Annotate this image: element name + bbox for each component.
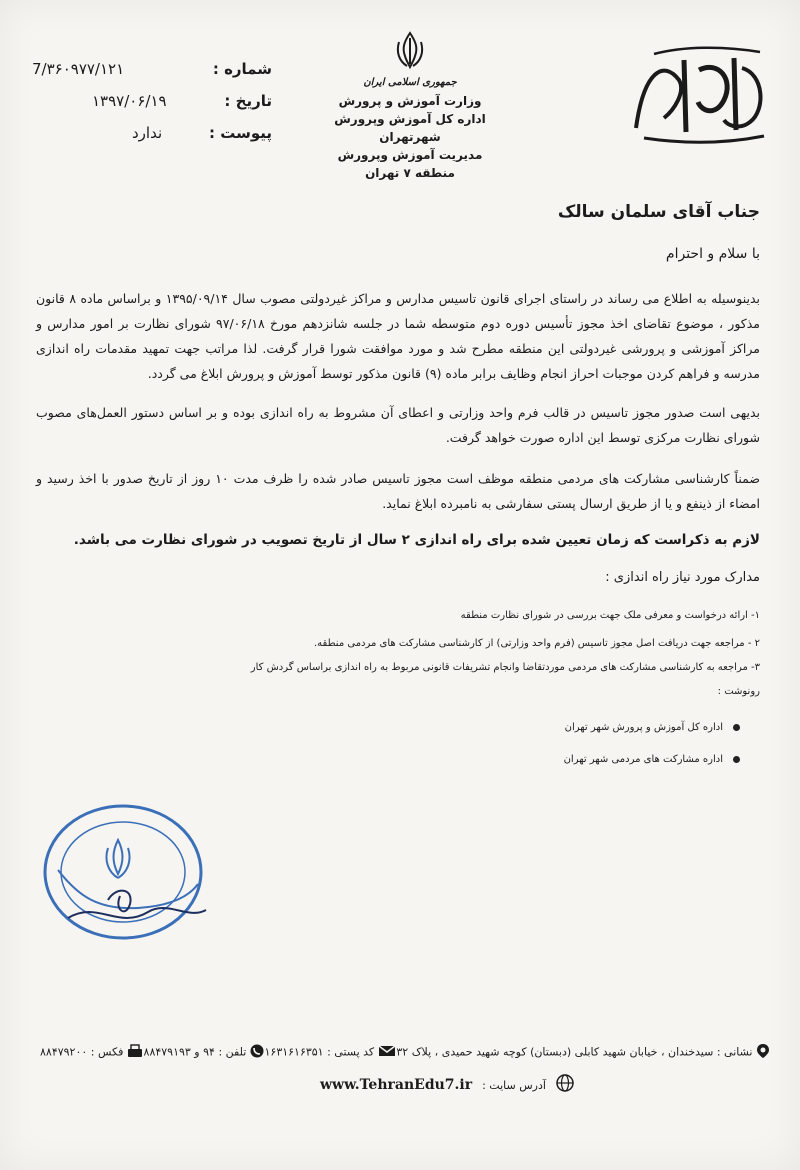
attachment-label: پیوست :: [208, 124, 272, 142]
greeting: با سلام و احترام: [665, 246, 760, 262]
calligraphy-logo: [624, 40, 774, 150]
cc-title: رونوشت :: [717, 686, 760, 697]
envelope-icon: [378, 1045, 396, 1060]
fax-icon: [127, 1044, 143, 1061]
ministry-header: [330, 30, 490, 182]
cc-item: [340, 722, 740, 733]
requirement-item: ۲ - مراجعه جهت دریافت اصل مجوز تاسیس (فرم واحد وزارتی) از کارشناسی مشارکت های مردمی منطقه.: [314, 638, 760, 649]
iran-emblem-icon: [330, 30, 490, 74]
bullet-icon: [733, 724, 740, 731]
footer-phone: تلفن : ۹۴ و ۸۸۴۷۹۱۹۳: [144, 1044, 264, 1061]
phone-icon: [250, 1044, 264, 1061]
website-link[interactable]: www.TehranEdu7.ir: [320, 1077, 473, 1093]
date-value: ۱۳۹۷/۰۶/۱۹: [92, 92, 167, 110]
ref-number-value: 7/۳۶۰۹۷۷/۱۲۱: [32, 60, 125, 78]
body-paragraph-3: ضمناً کارشناسی مشارکت های مردمی منطقه موظف است مجوز تاسیس صادر شده را ظرف مدت ۱۰ روز از تاریخ صدور با اخذ رسید و امضاء از ذینفع و یا از طریق ارسال پستی سفارشی به نامبرده ابلاغ نماید.: [36, 471, 760, 511]
website-label: آدرس سایت :: [482, 1078, 546, 1092]
cc-item-label: اداره مشارکت های مردمی شهر تهران: [563, 754, 723, 765]
footer-fax: فکس : ۸۸۴۷۹۲۰۰: [40, 1044, 143, 1061]
addressee: جناب آقای سلمان سالک: [557, 202, 760, 222]
globe-icon: [556, 1074, 574, 1096]
ref-number-label: شماره :: [212, 60, 272, 78]
official-stamp: [38, 800, 208, 950]
requirements-title: مدارک مورد نیاز راه اندازی :: [605, 570, 760, 585]
footer-contact: [40, 1043, 770, 1063]
cc-item-label: اداره کل آموزش و پرورش شهر تهران: [564, 722, 723, 733]
date-label: تاریخ :: [224, 92, 272, 110]
body-paragraph-1: بدینوسیله به اطلاع می رساند در راستای اجرای قانون تاسیس مدارس و مراکز غیردولتی مصوب سال ۱۳۹۵/۰۹/۱۴ و براساس ماده ۸ قانون مذکور ، موضوع تقاضای اخذ مجوز تأسیس دوره دوم متوسطه شما در جلسه شانزدهم مورخ ۹۷/۰۶/۱۸ شورای نظارت بر امور مدارس و مراکز آموزشی و پرورشی غیردولتی این منطقه مطرح شد و مورد موافقت شورا قرار گرفت. لذا مراتب جهت تمهید مقدمات راه اندازی مدرسه و فراهم کردن موجبات احراز انجام وظایف برابر ماده (۹) قانون مذکور توسط آموزش و پرورش ابلاغ می گردد.: [36, 291, 761, 381]
body-paragraph-2: بدیهی است صدور مجوز تاسیس در قالب فرم واحد وزارتی و اعطای آن مشروط به راه اندازی بوده و بر اساس دستور العمل‌های مصوب شورای نظارت مرکزی توسط این اداره صورت خواهد گرفت.: [36, 405, 760, 445]
directorate-title: اداره کل آموزش وپرورش شهرتهران: [334, 112, 486, 144]
location-pin-icon: [756, 1043, 770, 1062]
cc-item: [340, 754, 740, 765]
footer-address: نشانی : سیدخندان ، خیابان شهید کابلی (دبستان) کوچه شهید حمیدی ، پلاک ۳۲: [396, 1043, 770, 1062]
district-title: مدیریت آموزش وپرورش منطقه ۷ تهران: [337, 148, 483, 180]
letter-meta: [32, 60, 272, 152]
bullet-icon: [733, 756, 740, 763]
requirement-item: ۳- مراجعه به کارشناسی مشارکت های مردمی موردتقاضا وانجام تشریفات قانونی مربوط به راه اندازی براساس گردش کار: [250, 662, 760, 673]
requirement-item: ۱- ارائه درخواست و معرفی ملک جهت بررسی در شورای نظارت منطقه: [460, 610, 760, 621]
ministry-title: وزارت آموزش و پرورش: [338, 94, 482, 108]
attachment-value: ندارد: [132, 124, 163, 142]
republic-title: جمهوری اسلامی ایران: [363, 77, 457, 88]
footer-website: [320, 1074, 580, 1096]
emphasis-note: لازم به ذکراست که زمان تعیین شده برای راه اندازی ۲ سال از تاریخ تصویب در شورای نظارت می باشد.: [73, 532, 760, 548]
footer-postal: کد پستی : ۱۶۳۱۶۱۶۳۵۱: [265, 1045, 396, 1060]
